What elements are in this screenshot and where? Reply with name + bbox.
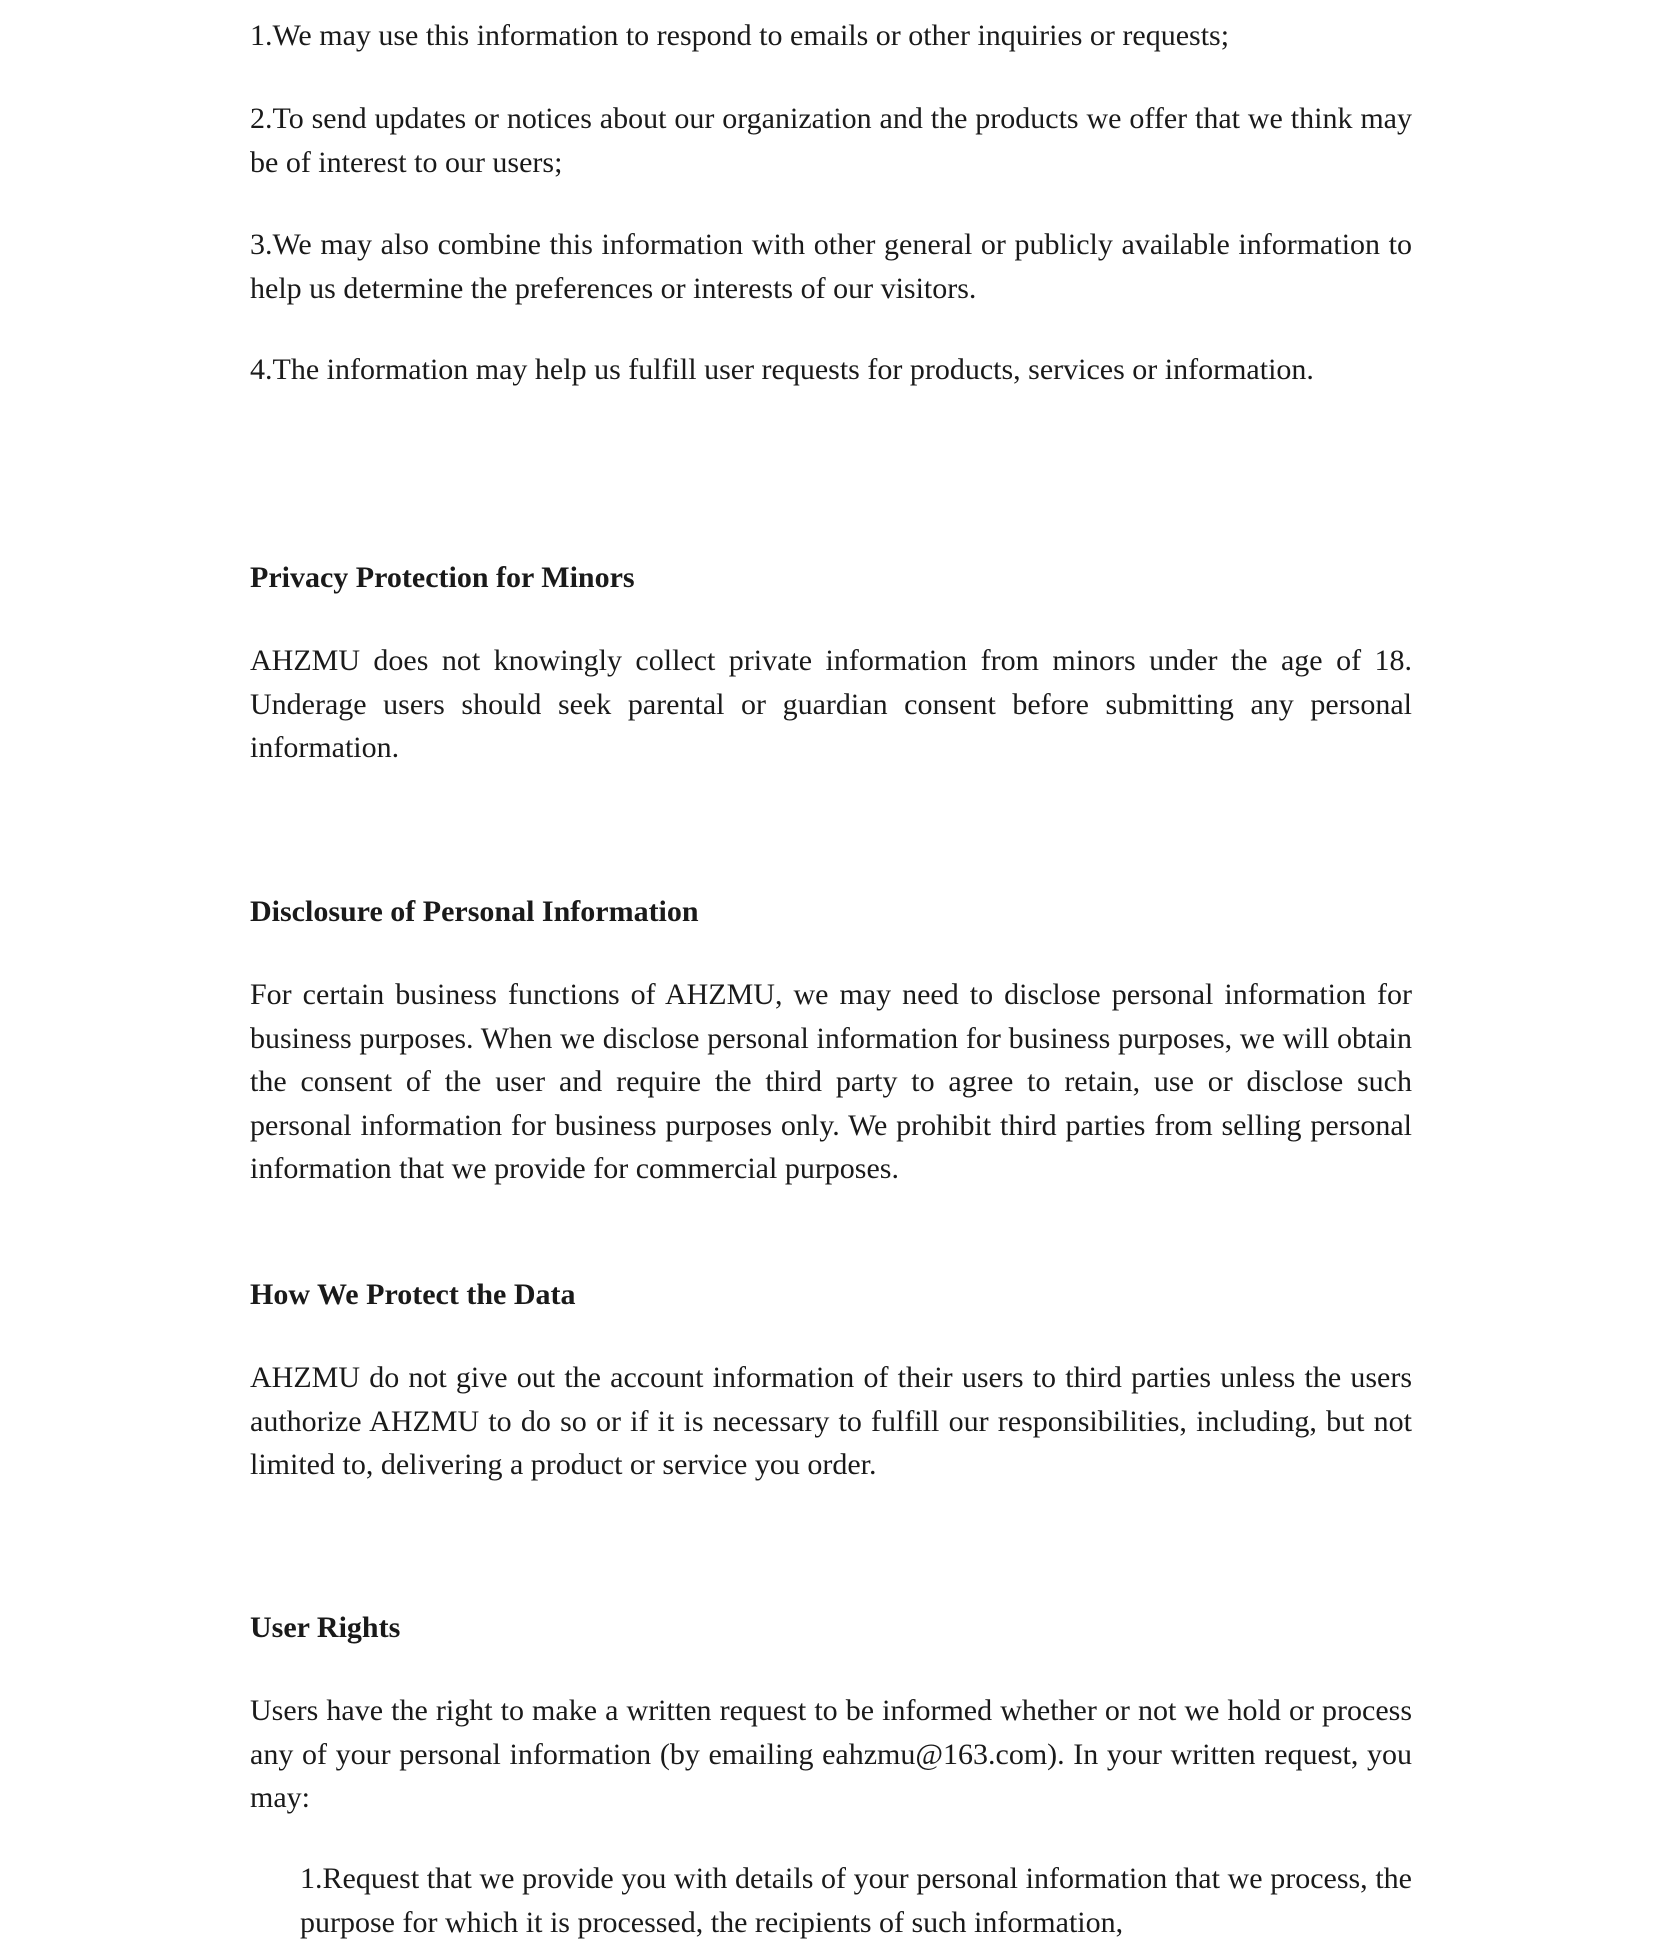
section-body-rights: Users have the right to make a written request to be informed whether or not we hold or process any of your personal information (by emailing eahzmu@163.com). In your written request, you may: (250, 1694, 1412, 1814)
use-item-3: 3.We may also combine this information with other general or publicly available information to help us determine the preferences or interests of our visitors. (250, 228, 1412, 305)
section-heading-rights: User Rights (250, 1611, 401, 1644)
rights-list-item-1: 1.Request that we provide you with details of your personal information that we process, the purpose for which it is processed, the recipients of such information, (300, 1862, 1412, 1939)
use-item-1: 1.We may use this information to respond to emails or other inquiries or requests; (250, 19, 1230, 52)
use-item-4: 4.The information may help us fulfill user requests for products, services or information. (250, 353, 1314, 386)
section-heading-minors: Privacy Protection for Minors (250, 561, 635, 594)
section-body-protect: AHZMU do not give out the account information of their users to third parties unless the users authorize AHZMU to do so or if it is necessary to fulfill our responsibilities, including, but not limited to, delivering a product or service you order. (250, 1361, 1412, 1481)
use-item-2: 2.To send updates or notices about our organization and the products we offer that we think may be of interest to our users; (250, 102, 1412, 179)
section-heading-disclosure: Disclosure of Personal Information (250, 895, 699, 928)
section-body-disclosure: For certain business functions of AHZMU, we may need to disclose personal information for business purposes. When we disclose personal information for business purposes, we will obtain the consent of the user and require the third party to agree to retain, use or disclose such personal information for business purposes only. We prohibit third parties from selling personal information that we provide for commercial purposes. (250, 978, 1412, 1185)
section-heading-protect: How We Protect the Data (250, 1278, 576, 1311)
section-body-minors: AHZMU does not knowingly collect private information from minors under the age of 18. Underage users should seek parental or guardian consent before submitting any personal information. (250, 644, 1412, 764)
